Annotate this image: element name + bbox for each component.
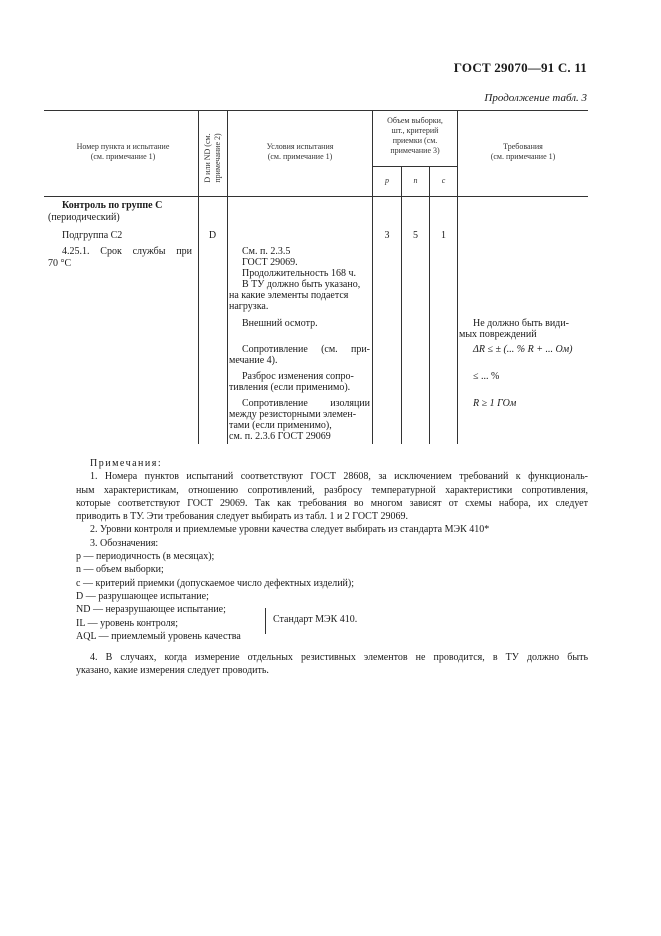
n-value: 5 <box>413 230 418 241</box>
note-2: 2. Уровни контроля и приемлемые уровни качества следует выбирать из стандарта МЭК 410* <box>90 524 490 536</box>
def-p: p — периодичность (в месяцах); <box>76 551 215 563</box>
col-header-sample <box>373 116 457 156</box>
col-header-dnd-l1: D или ND (см. <box>203 133 212 183</box>
def-c: c — критерий приемки (допускаемое число дефектных изделий); <box>76 577 355 589</box>
note-3: 3. Обозначения: <box>90 537 159 549</box>
col-header-requirements-l1: Требования <box>503 142 543 151</box>
col-header-requirements-l2: (см. примечание 1) <box>490 152 556 161</box>
def-d: D — разрушающее испытание; <box>76 590 209 602</box>
cond-ref-1: См. п. 2.3.5 <box>242 246 291 257</box>
col-header-dnd-l2: примечание 2) <box>213 133 222 183</box>
def-aql: AQL — приемлемый уровень качества <box>76 630 241 642</box>
note-4-line1: 4. В случаях, когда измерение отдельных резистивных элементов не проводится, в ТУ должно быть <box>90 652 588 664</box>
notes-section <box>76 457 588 678</box>
col-header-sample-l1: Объем выборки, <box>387 116 443 125</box>
req-insulation: R ≥ 1 ГОм <box>473 398 517 409</box>
note-1-line3: которые соответствуют ГОСТ 29069. Так как требования во многом зависят от схемы набора, их следует <box>76 497 588 509</box>
col-header-item <box>50 142 196 162</box>
cond-insulation-3: тами (если применимо), <box>229 420 332 431</box>
p-value: 3 <box>384 230 390 241</box>
cond-tu-2: на какие элементы подается <box>229 290 349 301</box>
table-header-border <box>44 196 588 197</box>
cond-spread-2: тивления (если применимо). <box>229 382 351 393</box>
group-title: Контроль по группе С <box>62 200 163 211</box>
page-header: ГОСТ 29070—91 С. 11 <box>453 60 587 75</box>
table-top-border <box>44 110 588 111</box>
cond-tu-3: нагрузка. <box>229 301 269 312</box>
cond-insulation-1: Сопротивление изоляции <box>242 398 370 409</box>
test-item-line1: 4.25.1. Срок службы при <box>62 246 192 257</box>
col-header-c: c <box>441 176 446 185</box>
cond-resistance-2: мечание 4). <box>229 355 278 366</box>
def-il: IL — уровень контроля; <box>76 617 179 629</box>
col-divider-3 <box>372 110 373 444</box>
note-1-line2: ным характеристикам, отношению сопротивлений, разбросу температурной характеристики сопротивления, <box>76 484 588 496</box>
col-header-item-l1: Номер пункта и испытание <box>76 142 170 151</box>
req-visual-2: мых повреждений <box>459 329 537 340</box>
cond-ref-2: ГОСТ 29069. <box>242 257 298 268</box>
req-resistance: ΔR ≤ ± (... % R + ... Ом) <box>473 344 573 355</box>
standard-reference: Стандарт МЭК 410. <box>273 614 358 625</box>
col-header-conditions-l2: (см. примечание 1) <box>267 152 333 161</box>
col-header-sample-l2: шт., критерий <box>391 126 439 135</box>
req-spread: ≤ ... % <box>473 371 500 382</box>
dnd-value: D <box>208 230 217 241</box>
col-header-sample-l4: примечание 3) <box>390 146 440 155</box>
col-header-sample-l3: приемки (см. <box>392 136 438 145</box>
cond-resistance-1: Сопротивление (см. при- <box>242 344 370 355</box>
col-header-p: p <box>385 176 389 185</box>
cond-spread-1: Разброс изменения сопро- <box>242 371 354 382</box>
cond-duration: Продолжительность 168 ч. <box>242 268 356 279</box>
col-header-conditions <box>228 142 372 162</box>
def-nd: ND — неразрушающее испытание; <box>76 604 226 616</box>
col-header-conditions-l1: Условия испытания <box>266 142 334 151</box>
note-4-line2: указано, какие измерения следует проводить. <box>76 665 269 677</box>
group-subtitle: (периодический) <box>48 212 120 223</box>
note-1-line1: 1. Номера пунктов испытаний соответствуют ГОСТ 28608, за исключением требований к функциональ- <box>90 471 588 483</box>
notes-title: Примечания: <box>90 458 163 469</box>
col-header-item-l2: (см. примечание 1) <box>90 152 156 161</box>
table-continuation-label: Продолжение табл. 3 <box>484 92 587 104</box>
subgroup-label: Подгруппа С2 <box>62 230 123 241</box>
cond-insulation-4: см. п. 2.3.6 ГОСТ 29069 <box>229 431 331 442</box>
col-header-n: n <box>413 176 418 185</box>
cond-tu-1: В ТУ должно быть указано, <box>242 279 361 290</box>
col-divider-5 <box>429 166 430 444</box>
note-1-line4: приводить в ТУ. Эти требования следует выбирать из табл. 1 и 2 ГОСТ 29069. <box>76 511 408 523</box>
cond-visual: Внешний осмотр. <box>242 318 318 329</box>
col-header-requirements <box>458 142 588 162</box>
test-item-line2: 70 °С <box>48 258 72 269</box>
req-visual-1: Не должно быть види- <box>473 318 569 329</box>
col-divider-1 <box>198 110 199 444</box>
col-header-dnd <box>203 108 223 208</box>
sample-subheader-border <box>372 166 457 167</box>
standard-bracket <box>265 608 266 634</box>
c-value: 1 <box>441 230 446 241</box>
col-divider-4 <box>401 166 402 444</box>
def-n: n — объем выборки; <box>76 564 164 576</box>
cond-insulation-2: между резисторными элемен- <box>229 409 357 420</box>
